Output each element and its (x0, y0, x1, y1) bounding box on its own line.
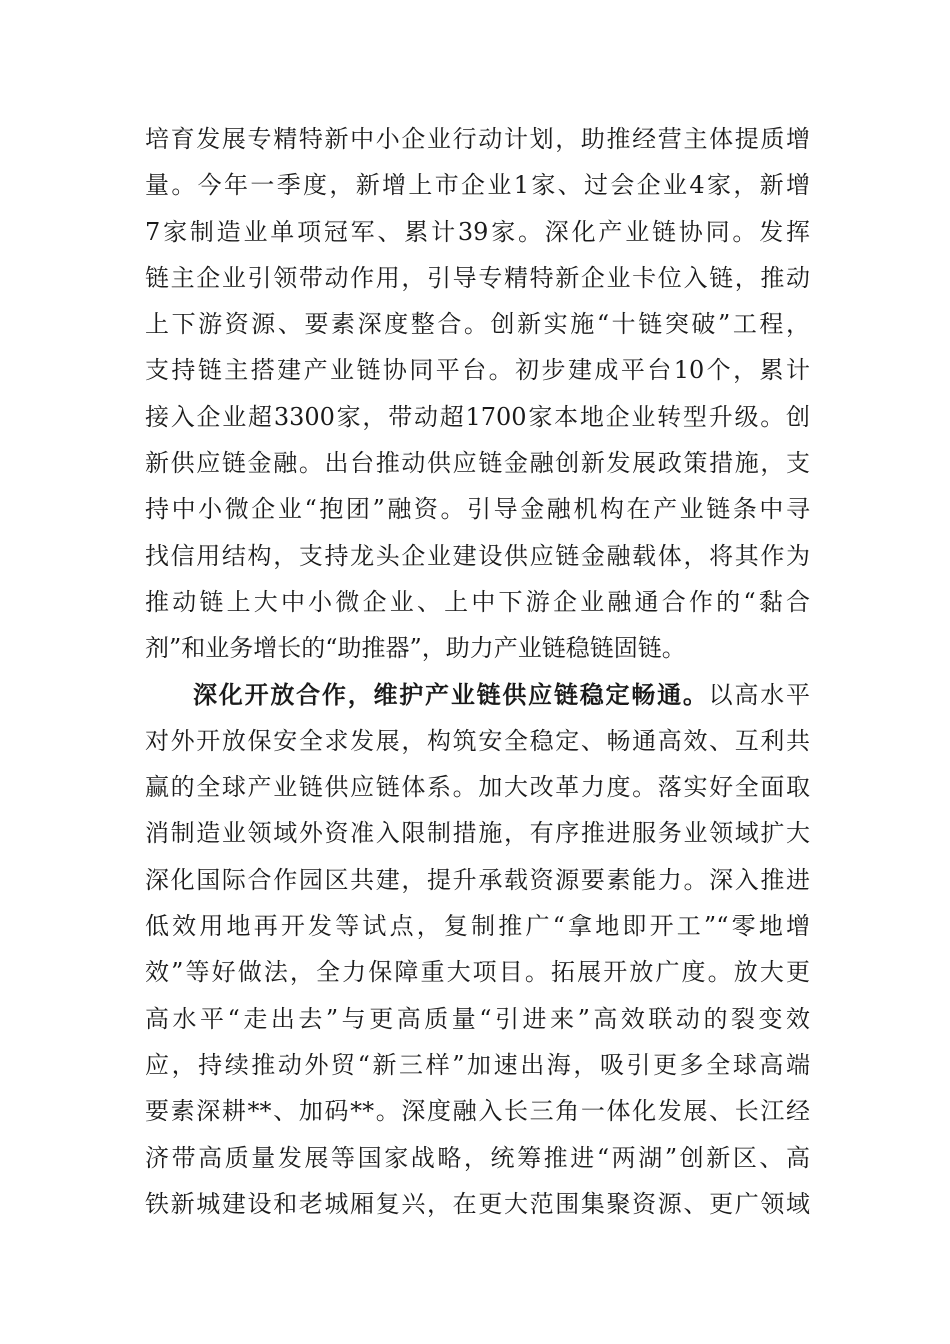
document-body (145, 116, 810, 1227)
text-line: 链主企业引领带动作用，引导专精特新企业卡位入链，推动 (145, 263, 810, 292)
text-line: 支持链主搭建产业链协同平台。初步建成平台10个，累计 (145, 356, 810, 385)
text-line: 赢的全球产业链供应链体系。加大改革力度。落实好全面取 (145, 773, 810, 802)
text-line: 上下游资源、要素深度整合。创新实施“十链突破”工程， (145, 310, 810, 339)
paragraph-2 (145, 672, 810, 1228)
text-line: 应，持续推动外贸“新三样”加速出海，吸引更多全球高端 (145, 1050, 810, 1079)
text-line: 对外开放保安全求发展，构筑安全稳定、畅通高效、互利共 (145, 726, 810, 755)
text-line: 深化国际合作园区共建，提升承载资源要素能力。深入推进 (145, 865, 810, 894)
text-line: 推动链上大中小微企业、上中下游企业融通合作的“黏合 (145, 587, 810, 616)
text-line: 要素深耕**、加码**。深度融入长三角一体化发展、长江经 (145, 1097, 810, 1126)
text-line: 量。今年一季度，新增上市企业1家、过会企业4家，新增 (145, 171, 810, 200)
text-line: 找信用结构，支持龙头企业建设供应链金融载体，将其作为 (145, 541, 810, 570)
text-line: 7家制造业单项冠军、累计39家。深化产业链协同。发挥 (145, 217, 810, 246)
text-run: 以高水平 (708, 680, 810, 709)
paragraph-2-first-line (145, 672, 810, 718)
text-line: 持中小微企业“抱团”融资。引导金融机构在产业链条中寻 (145, 495, 810, 524)
text-line: 新供应链金融。出台推动供应链金融创新发展政策措施，支 (145, 449, 810, 478)
paragraph-1 (145, 116, 810, 672)
text-line: 效”等好做法，全力保障重大项目。拓展开放广度。放大更 (145, 958, 810, 987)
text-line: 培育发展专精特新中小企业行动计划，助推经营主体提质增 (145, 125, 810, 153)
text-line: 高水平“走出去”与更高质量“引进来”高效联动的裂变效 (145, 1004, 810, 1033)
text-line: 低效用地再开发等试点，复制推广“拿地即开工”“零地增 (145, 912, 810, 941)
text-line: 接入企业超3300家，带动超1700家本地企业转型升级。创 (145, 402, 810, 431)
text-line: 铁新城建设和老城厢复兴，在更大范围集聚资源、更广领域 (145, 1189, 810, 1218)
section-heading: 深化开放合作，维护产业链供应链稳定畅通。 (193, 680, 709, 709)
text-line: 济带高质量发展等国家战略，统筹推进“两湖”创新区、高 (145, 1143, 810, 1172)
text-line: 消制造业领域外资准入限制措施，有序推进服务业领域扩大 (145, 819, 810, 848)
text-line: 剂”和业务增长的“助推器”，助力产业链稳链固链。 (145, 634, 686, 663)
